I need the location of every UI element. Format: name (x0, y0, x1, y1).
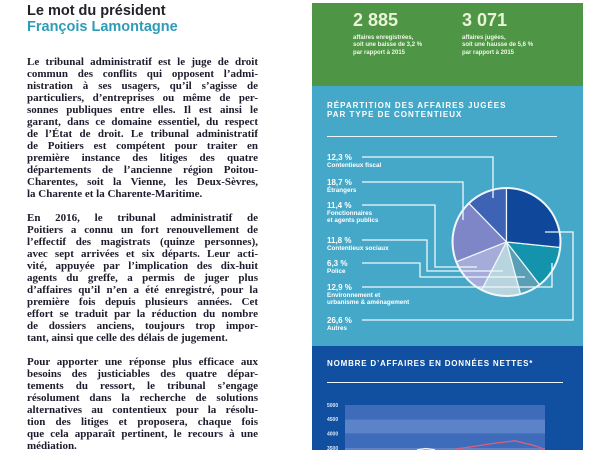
paragraph-line: nistration à ses usagers, qu’il s’agisse de (27, 80, 258, 92)
caption-line: par rapport à 2015 (353, 49, 406, 56)
paragraph-line: tant, ainsi que celle des délais de jugement. (27, 332, 228, 344)
paragraph-line: commun des conflits qui opposent l’admi- (27, 68, 258, 80)
caption-line: affaires jugées, (462, 34, 506, 41)
pie-label-value: 18,7 % (327, 177, 352, 187)
paragraph-line: particuliers, d’entreprises ou même de per- (27, 92, 258, 104)
pie-label-value: 11,4 % (327, 200, 352, 210)
pie-label-value: 26,6 % (327, 315, 352, 325)
author-name: François Lamontagne (27, 19, 178, 35)
pie-label-name: Environnement et (327, 291, 381, 299)
paragraph-line: Pour apporter une réponse plus efficace aux (27, 356, 258, 368)
paragraph-line: effort se traduit par la réduction du nombre (27, 308, 258, 320)
caption-line: par rapport à 2015 (462, 49, 515, 56)
paragraph-line: médiation. (27, 440, 77, 452)
caption-line: affaires enregistrées, (353, 34, 414, 41)
connector-line (362, 182, 463, 220)
key-figure-value: 2 885 (353, 10, 399, 30)
grid-band (345, 419, 545, 433)
paragraph-line: garant, dans ce domaine essentiel, du respect (27, 116, 258, 128)
y-tick-label: 4000 (327, 431, 339, 438)
paragraph-line: d’affaires qu’il n’en a été enregistré, pour la (27, 284, 258, 296)
paragraph-line: Charentes, soit la Vienne, les Deux-Sèvres, (27, 176, 258, 188)
pie-label-name: Autres (327, 324, 347, 332)
y-tick-label: 3500 (327, 445, 339, 450)
pie-label-name: Contentieux fiscal (327, 161, 382, 169)
pie-label-name: Contentieux sociaux (327, 244, 389, 252)
paragraph-line: première instance des litiges des quatre (27, 152, 258, 164)
line-chart (327, 403, 545, 450)
pie-label-name: Police (327, 267, 346, 275)
caption-line: soit une hausse de 5,6 % (462, 42, 534, 48)
paragraph-line: la Charente et la Charente-Maritime. (27, 188, 203, 200)
paragraph-line: que cela apparaît pertinent, le recours à une (27, 428, 258, 440)
paragraph-line: En 2016, le tribunal administratif de (27, 212, 258, 224)
pie-label-name: urbanisme & aménagement (327, 298, 410, 306)
pie-slice (507, 188, 561, 247)
paragraph-line: de l’État de droit. Le tribunal administratif (27, 128, 258, 140)
paragraph-line: sonnes publiques entre elles. Il est ainsi le (27, 104, 258, 116)
grid-band (345, 405, 545, 419)
pie-label-name: Fonctionnaires (327, 209, 373, 217)
paragraph-line: tements du ressort, le tribunal s’engage (27, 380, 258, 392)
pie-label-value: 12,9 % (327, 282, 352, 292)
pie-chart-title-line: PAR TYPE DE CONTENTIEUX (327, 109, 463, 119)
page-title: Le mot du président (27, 3, 166, 19)
y-tick-label: 5000 (327, 402, 339, 409)
paragraph-line: vité, appuyée par l’implication des dix-huit (27, 260, 258, 272)
pie-label-value: 11,8 % (327, 235, 352, 245)
connector-line (362, 157, 493, 198)
line-chart-title: NOMBRE D’AFFAIRES EN DONNÉES NETTES* (327, 358, 534, 368)
paragraph-line: agents du greffe, a permis de juger plus (27, 272, 258, 284)
key-figure-value: 3 071 (462, 10, 508, 30)
paragraph-line: Le tribunal administratif est le juge de droit (27, 56, 258, 68)
paragraph-line: de dossiers anciens, toujours trop impor- (27, 320, 258, 332)
pie-label-name: Étrangers (327, 186, 357, 194)
paragraph-line: départements de l’ancienne région Poitou- (27, 164, 258, 176)
paragraph-line: première fois depuis plusieurs années. Cet (27, 296, 258, 308)
paragraph-line: résolument dans la recherche de solutions (27, 392, 258, 404)
pie-label-value: 6,3 % (327, 258, 348, 268)
caption-line: soit une baisse de 3,2 % (353, 42, 423, 48)
pie-label-name: et agents publics (327, 216, 379, 224)
pie-chart-title-line: RÉPARTITION DES AFFAIRES JUGÉES (327, 100, 507, 110)
paragraph-line: avec sept arrivées et six départs. Leur acti- (27, 248, 258, 260)
pie-chart (452, 188, 560, 296)
paragraph-line: tion des litiges et proposera, chaque fois (27, 416, 258, 428)
pie-label-value: 12,3 % (327, 152, 352, 162)
paragraph-line: de Poitiers est compétent pour traiter en (27, 140, 258, 152)
paragraph-line: besoins des justiciables des quatre dépar- (27, 368, 258, 380)
paragraph-line: l’effectif des magistrats (quinze personnes), (27, 236, 258, 248)
y-tick-label: 4500 (327, 417, 339, 424)
paragraph-line: Poitiers a connu un fort renouvellement de (27, 224, 258, 236)
paragraph-line: alternatives au contentieux pour la résolu- (27, 404, 258, 416)
